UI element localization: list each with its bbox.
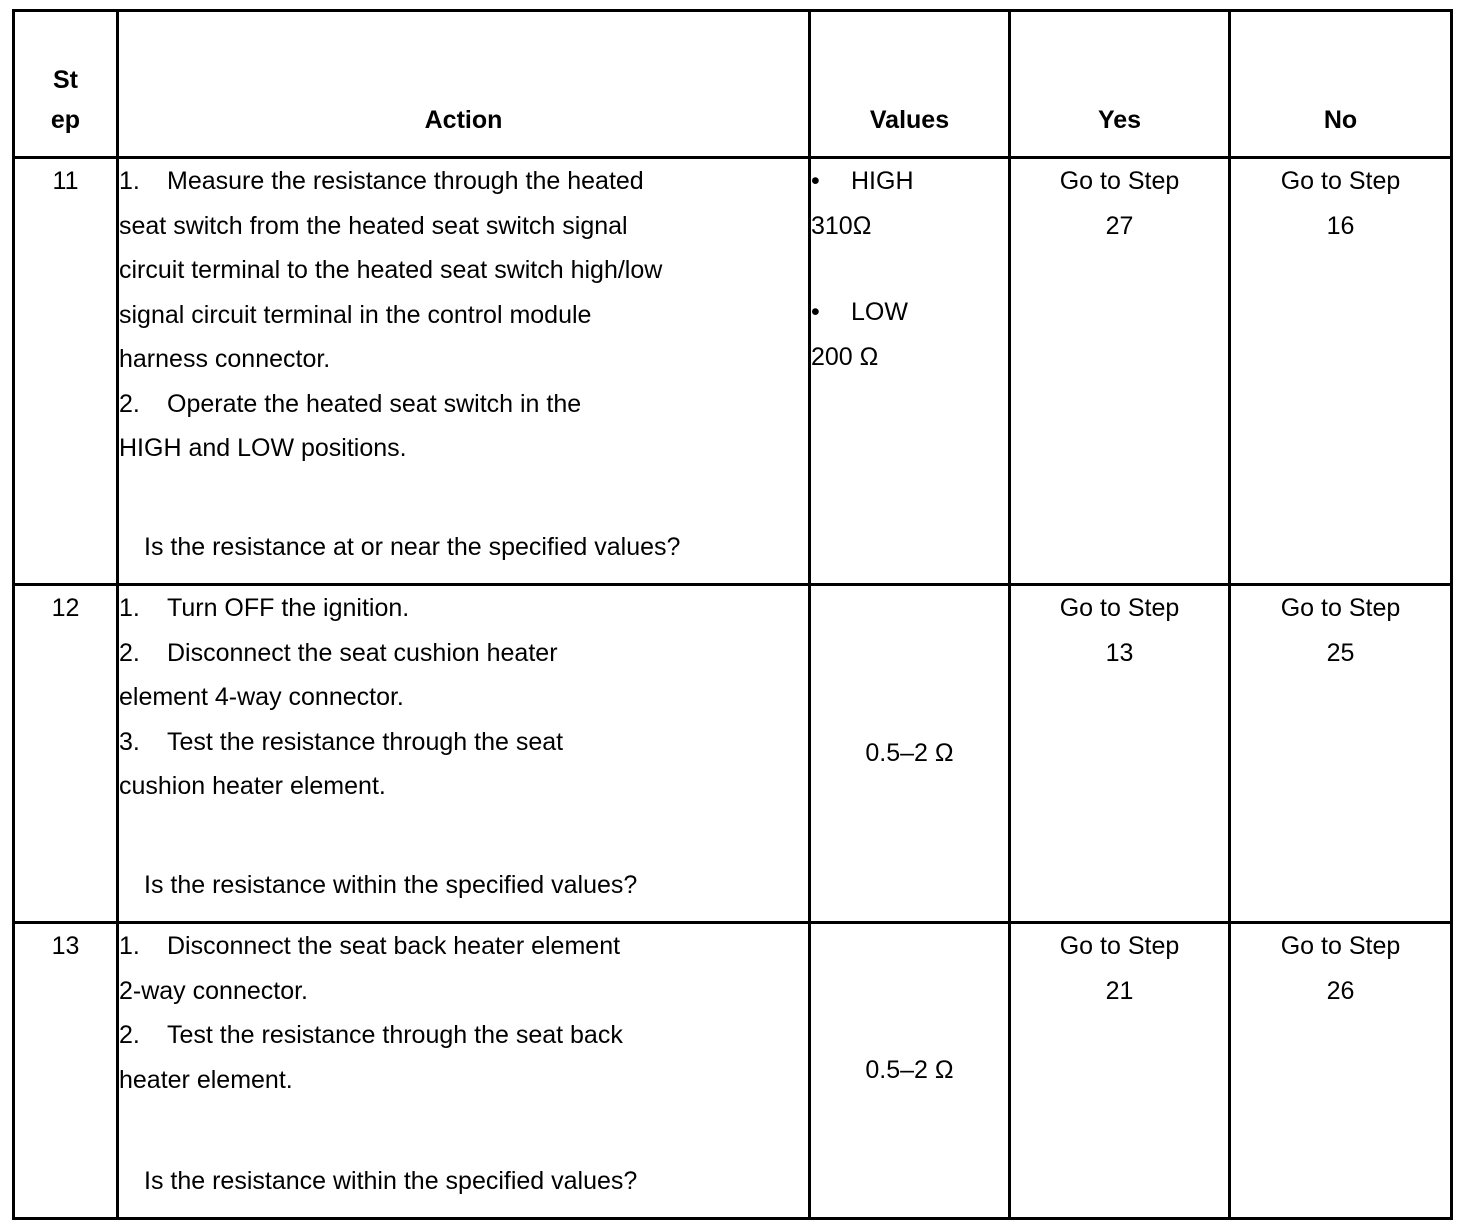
action-item: 2. Test the resistance through the seat back: [119, 1021, 623, 1049]
diagnostic-table: [12, 9, 1453, 1220]
values-cell: • HIGH 310Ω • LOW 200 Ω: [810, 158, 1010, 585]
question-text: Is the resistance within the specified values?: [144, 1166, 638, 1195]
header-action: Action: [118, 11, 810, 158]
action-cell: 1. Measure the resistance through the heated seat switch from the heated seat switch signal circuit terminal to the heated seat switch high/low signal circuit terminal in the control module harness connector. 2. Operate the heated seat switch in the HIGH and LOW positions. Is the resistance at or near the specified values?: [118, 158, 810, 585]
header-row: [14, 11, 1452, 158]
header-yes: Yes: [1010, 11, 1230, 158]
header-no: No: [1230, 11, 1452, 158]
no-cell: Go to Step 25: [1230, 585, 1452, 923]
question-text: Is the resistance within the specified values?: [144, 870, 638, 899]
header-step: St ep: [14, 11, 118, 158]
no-cell: Go to Step 26: [1230, 923, 1452, 1219]
action-item: 1. Measure the resistance through the heated: [119, 167, 644, 195]
values-cell: 0.5–2 Ω: [810, 585, 1010, 923]
value-high: • HIGH: [811, 167, 914, 195]
step-number: 12: [14, 585, 118, 923]
action-cell: 1. Disconnect the seat back heater element 2-way connector. 2. Test the resistance through the seat back heater element. Is the resistance within the specified values?: [118, 923, 810, 1219]
yes-cell: Go to Step 27: [1010, 158, 1230, 585]
action-item: 2. Operate the heated seat switch in the: [119, 389, 582, 418]
header-values: Values: [810, 11, 1010, 158]
values-cell: 0.5–2 Ω: [810, 923, 1010, 1219]
value-low: • LOW: [811, 298, 908, 326]
action-item: 1. Disconnect the seat back heater element: [119, 932, 621, 960]
action-cell: 1. Turn OFF the ignition. 2. Disconnect the seat cushion heater element 4-way connector. 3. Test the resistance through the seat cushion heater element. Is the resistance within the specified values?: [118, 585, 810, 923]
step-number: 11: [14, 158, 118, 585]
no-cell: Go to Step 16: [1230, 158, 1452, 585]
table-row: [14, 923, 1452, 1219]
action-item: 3. Test the resistance through the seat: [119, 727, 564, 756]
yes-cell: Go to Step 21: [1010, 923, 1230, 1219]
table-row: [14, 585, 1452, 923]
question-text: Is the resistance at or near the specified values?: [144, 532, 681, 561]
yes-cell: Go to Step 13: [1010, 585, 1230, 923]
action-item: 1. Turn OFF the ignition.: [119, 594, 410, 622]
action-item: 2. Disconnect the seat cushion heater: [119, 638, 558, 667]
table-row: [14, 158, 1452, 585]
step-number: 13: [14, 923, 118, 1219]
